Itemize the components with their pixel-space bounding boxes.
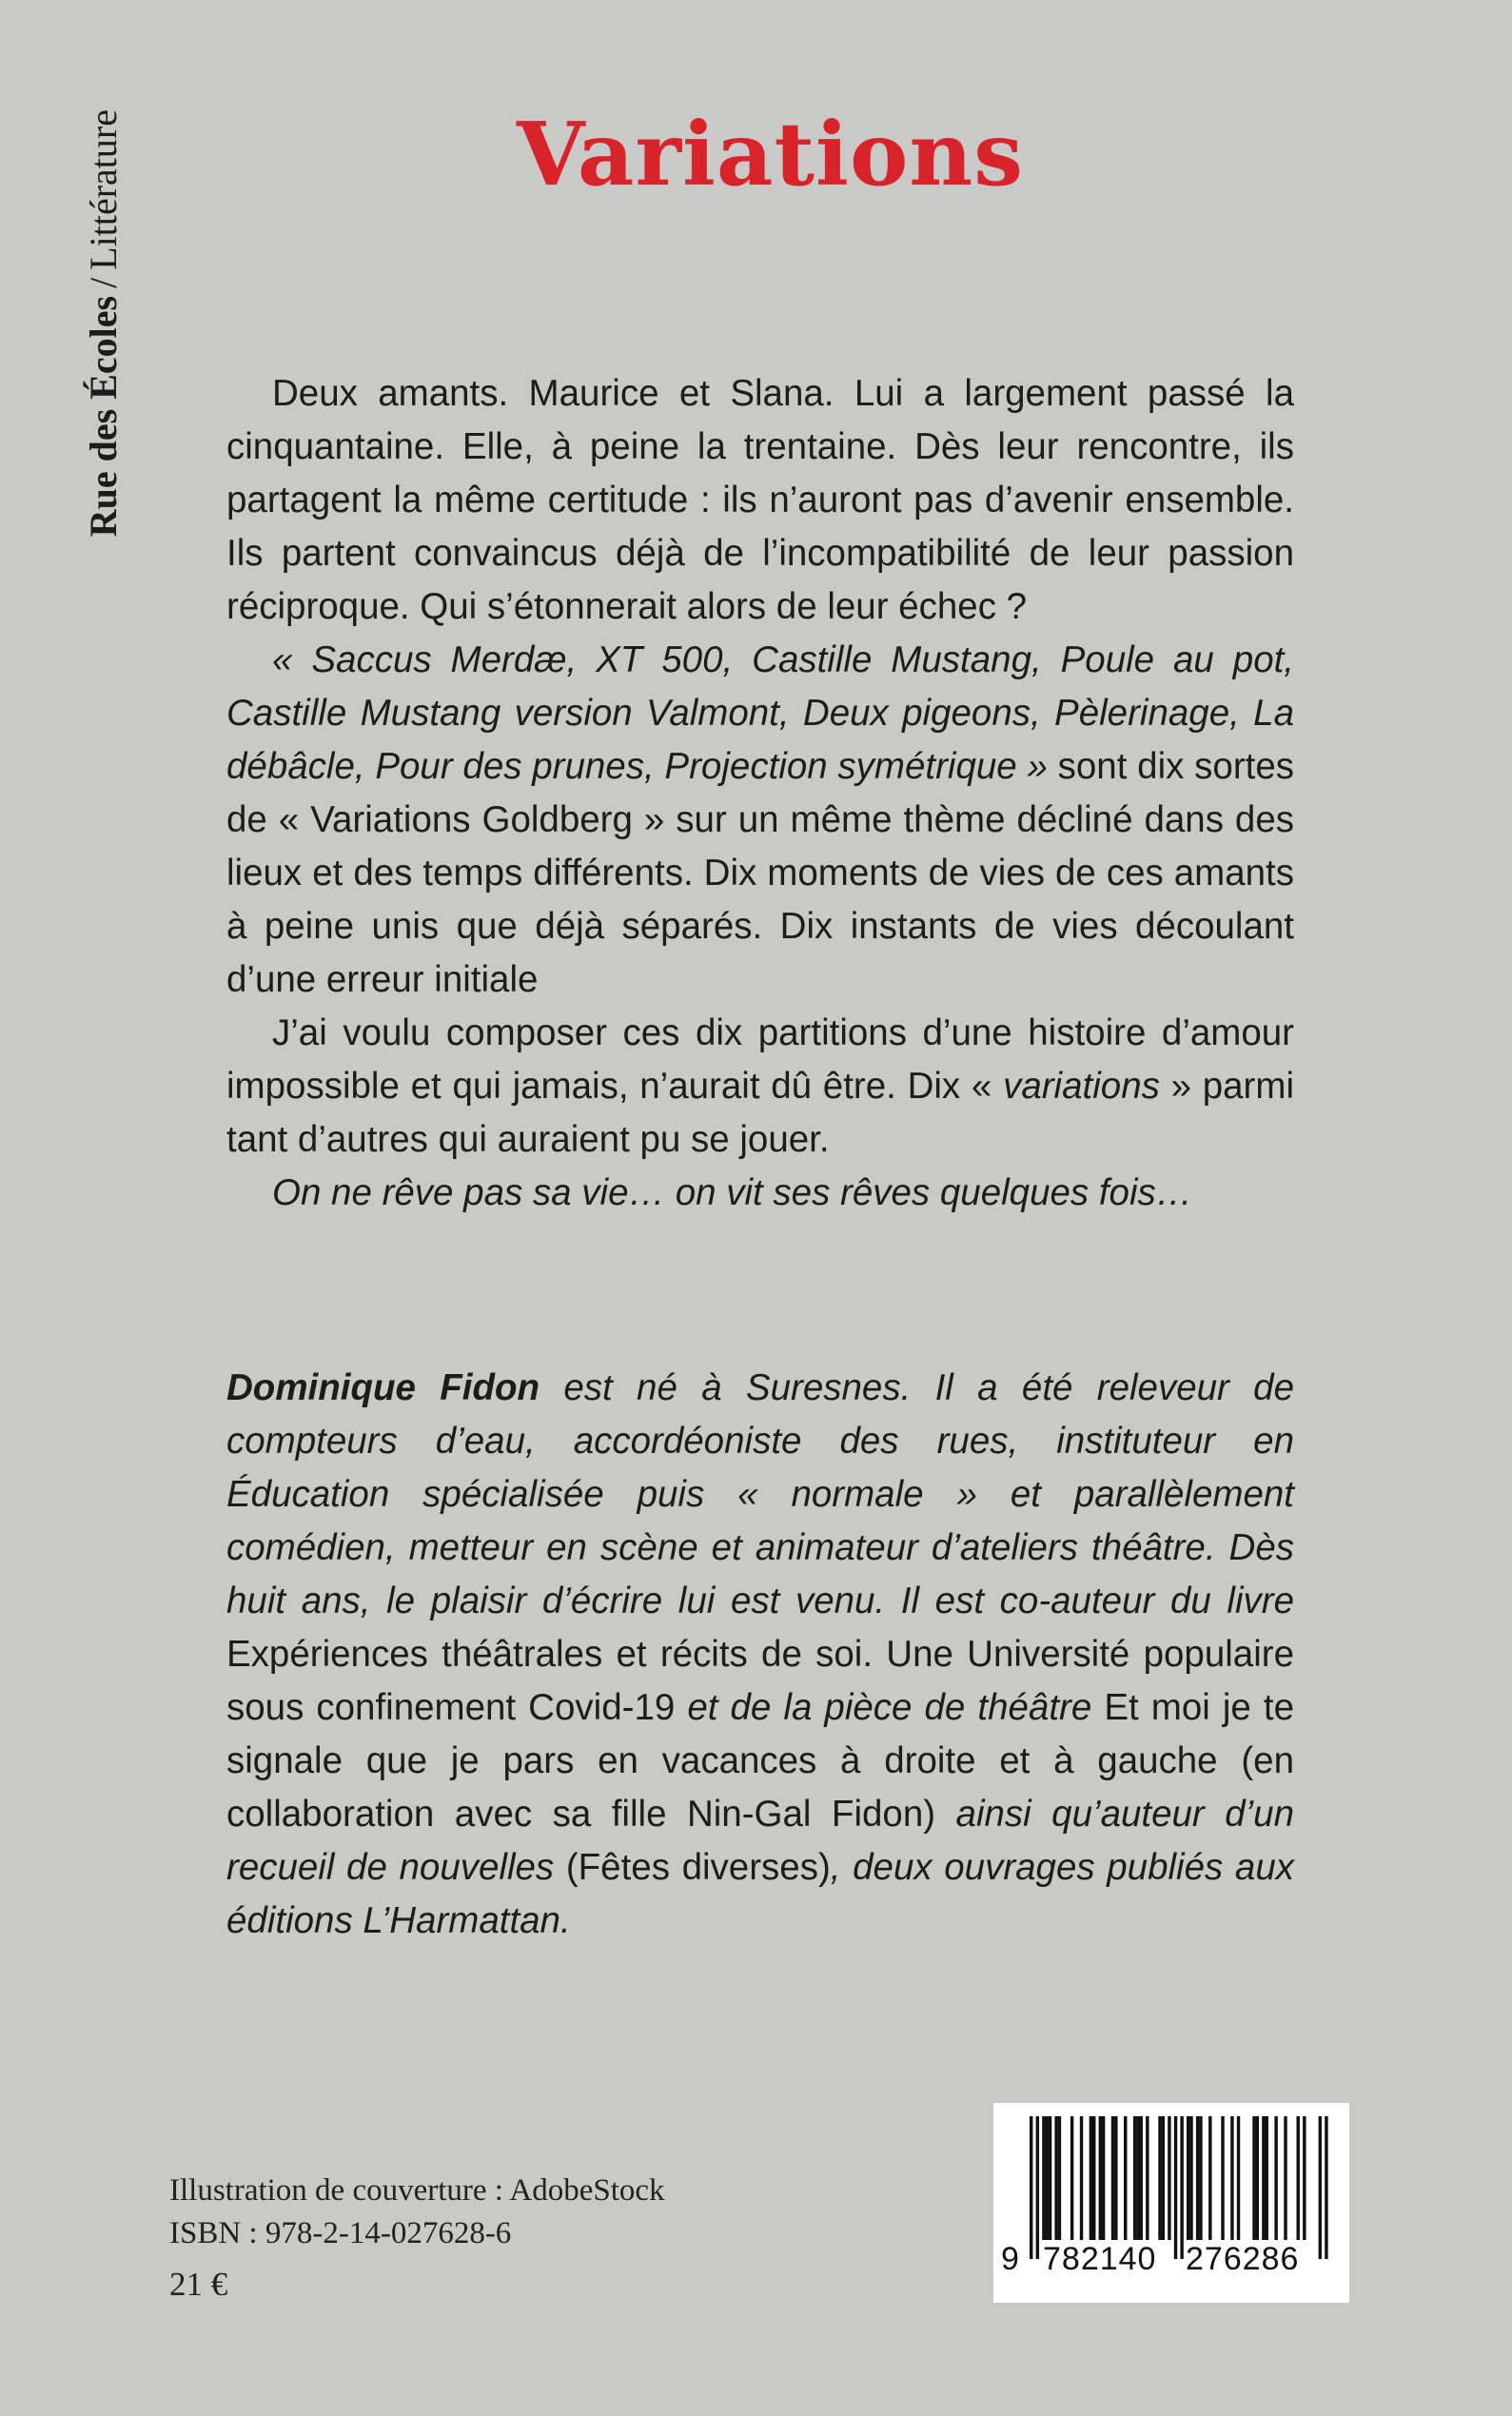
- barcode-bar: [1221, 2116, 1224, 2240]
- barcode-bar: [1325, 2116, 1327, 2259]
- barcode-bar: [1168, 2116, 1170, 2240]
- bio-text-2: et de la pièce de théâtre: [675, 1687, 1105, 1728]
- barcode-bar: [1174, 2116, 1177, 2259]
- variations-word: variations: [1003, 1066, 1160, 1107]
- barcode-bar: [1284, 2116, 1286, 2240]
- bio-book-1: Expériences théâtrales et récits de soi. Une Université populaire sous confinement Covid-19: [226, 1634, 1294, 1728]
- bio-text-1: est né à Suresnes. Il a été releveur de compteurs d’eau, accordéoniste des rues, instituteur en Éducation spécialisée puis « normale » et parallèlement comédien, metteur en scène et animateur d’ateliers théâtre. Dès huit ans, le plaisir d’écrire lui est venu. Il est co-auteur du livre: [226, 1367, 1295, 1621]
- summary-paragraph-2: [226, 634, 1294, 1007]
- barcode-bar: [1162, 2116, 1165, 2240]
- barcode-bar: [1303, 2116, 1306, 2240]
- bio-text-3: ainsi qu’auteur d’un recueil de nouvelles: [226, 1794, 1294, 1888]
- footer-info: [169, 2170, 665, 2306]
- barcode-bar: [1199, 2116, 1202, 2240]
- series-category: Littérature: [81, 109, 125, 270]
- barcode-group-1: 782140: [1043, 2241, 1157, 2277]
- barcode-bar: [1297, 2116, 1300, 2240]
- book-title: Variations: [516, 103, 1025, 206]
- summary-paragraph-4: [226, 1167, 1294, 1220]
- barcode-bar: [1274, 2116, 1277, 2240]
- barcode-bar: [1102, 2116, 1105, 2240]
- summary-paragraph-3: [226, 1007, 1294, 1167]
- barcode-bar: [1158, 2116, 1161, 2240]
- story-titles: « Saccus Merdæ, XT 500, Castille Mustang, Poule au pot, Castille Mustang version Valmont, Deux pigeons, Pèlerinage, La débâcle, Pour des prunes, Projection symétrique »: [226, 639, 1294, 787]
- summary-paragraph-3-a: J’ai voulu composer ces dix partitions d’une histoire d’amour impossible et qui jamais, n’aurait dû être. Dix «: [226, 1012, 1294, 1107]
- barcode-number: [993, 2241, 1349, 2278]
- barcode-bar: [1319, 2116, 1322, 2259]
- barcode-bar: [1090, 2116, 1092, 2240]
- barcode-bar: [1262, 2116, 1265, 2240]
- barcode-bar: [1133, 2116, 1136, 2240]
- barcode-bar: [1266, 2116, 1268, 2240]
- spine-separator: /: [81, 277, 125, 288]
- summary-paragraph-2-rest: sont dix sortes de « Variations Goldberg » sur un même thème décliné dans des lieux et des temps différents. Dix moments de vies de ces amants à peine unis que déjà séparés. Dix instants de vies découlant d’une erreur initiale: [226, 746, 1294, 1000]
- summary-paragraph-3-b: » parmi tant d’autres qui auraient pu se jouer.: [226, 1066, 1295, 1160]
- summary-text: [226, 367, 1294, 1220]
- barcode-group-2: 276286: [1186, 2241, 1300, 2277]
- barcode-bar: [1146, 2116, 1149, 2240]
- isbn: ISBN : 978-2-14-027628-6: [169, 2216, 512, 2250]
- barcode-bar: [1180, 2116, 1183, 2259]
- barcode: [993, 2103, 1349, 2303]
- barcode-bar: [1046, 2116, 1049, 2240]
- barcode-bar: [1252, 2116, 1255, 2240]
- barcode-bar: [1208, 2116, 1211, 2240]
- barcode-bar: [1042, 2116, 1045, 2240]
- barcode-bar: [1054, 2116, 1057, 2240]
- barcode-bar: [1058, 2116, 1061, 2240]
- barcode-bar: [1080, 2116, 1083, 2240]
- barcode-bar: [1111, 2116, 1114, 2240]
- author-bio: [226, 1362, 1294, 1948]
- series-name: Rue des Écoles: [81, 295, 125, 538]
- barcode-bar: [1196, 2116, 1199, 2240]
- barcode-bar: [1189, 2116, 1192, 2240]
- barcode-bar: [1049, 2116, 1051, 2240]
- bio-paragraph: [226, 1362, 1294, 1948]
- barcode-bar: [1237, 2116, 1240, 2240]
- barcode-bar: [1092, 2116, 1095, 2240]
- barcode-bar: [1070, 2116, 1073, 2240]
- barcode-bar: [1114, 2116, 1117, 2240]
- bio-text-4: , deux ouvrages publiés aux éditions L’Harmattan.: [226, 1847, 1294, 1941]
- barcode-bar: [1230, 2116, 1233, 2240]
- barcode-bar: [1030, 2116, 1032, 2259]
- bio-book-2: Et moi je te signale que je pars en vacances à droite et à gauche (en collaboration avec sa fille Nin-Gal Fidon): [226, 1687, 1295, 1835]
- barcode-bar: [1136, 2116, 1139, 2240]
- illustration-credit: Illustration de couverture : AdobeStock: [169, 2173, 665, 2208]
- author-name: Dominique Fidon: [226, 1367, 540, 1408]
- barcode-bar: [1187, 2116, 1189, 2240]
- bio-book-3: (Fêtes diverses): [565, 1847, 831, 1888]
- price: 21 €: [169, 2266, 228, 2303]
- barcode-bar: [1140, 2116, 1143, 2240]
- barcode-bar: [1256, 2116, 1259, 2240]
- summary-paragraph-1: Deux amants. Maurice et Slana. Lui a largement passé la cinquantaine. Elle, à peine la trentaine. Dès leur rencontre, ils partagent la même certitude : ils n’auront pas d’avenir ensemble. Ils partent convaincus déjà de l’incompatibilité de leur passion réciproque. Qui s’étonnerait alors de leur échec ?: [226, 373, 1294, 627]
- barcode-first-digit: 9: [1001, 2241, 1019, 2277]
- barcode-bar: [1124, 2116, 1127, 2240]
- closing-quote: On ne rêve pas sa vie… on vit ses rêves quelques fois…: [272, 1172, 1193, 1213]
- barcode-bar: [1099, 2116, 1102, 2240]
- barcode-bar: [1036, 2116, 1039, 2259]
